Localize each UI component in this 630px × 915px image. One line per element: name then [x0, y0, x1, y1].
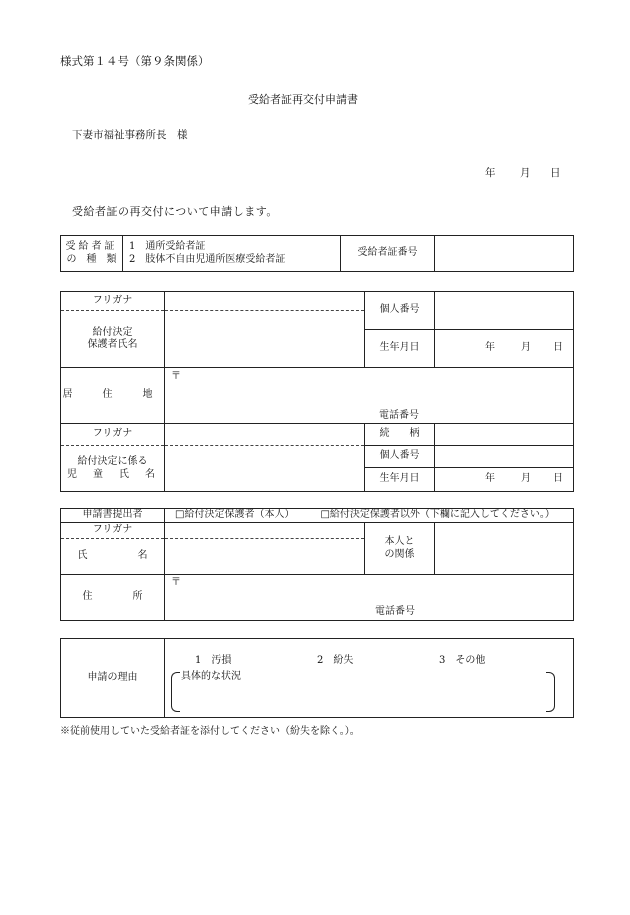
child-furigana-field[interactable] — [165, 424, 365, 446]
form-number: 様式第１４号（第９条関係） — [60, 54, 210, 68]
guardian-birth-day: 日 — [553, 342, 563, 354]
guardian-birth-year: 年 — [485, 342, 495, 354]
residence-field[interactable] — [165, 368, 574, 424]
detail-bracket-right — [546, 672, 555, 712]
reason-option-lost[interactable]: 2 紛失 — [317, 655, 354, 666]
submitter-furigana-field[interactable] — [165, 523, 365, 539]
child-birth-year: 年 — [485, 473, 495, 485]
child-birth-field[interactable] — [435, 468, 574, 492]
child-birth-label: 生年月日 — [365, 468, 435, 492]
residence-phone-label: 電話番号 — [379, 409, 419, 421]
certificate-type-table — [60, 235, 574, 272]
guardian-furigana-field[interactable] — [165, 292, 365, 311]
reason-option-other[interactable]: 3 その他 — [439, 655, 486, 666]
submitter-address-field[interactable] — [165, 575, 574, 621]
submitter-label: 申請書提出者 — [61, 509, 165, 523]
submitter-option-self[interactable]: □給付決定保護者（本人） — [175, 509, 295, 521]
child-birth-month: 月 — [521, 473, 531, 485]
detail-field[interactable] — [181, 685, 546, 709]
submitter-postal-mark: 〒 — [171, 577, 181, 588]
submitter-table — [60, 508, 574, 621]
footnote: ※従前使用していた受給者証を添付してください（紛失を除く。）。 — [60, 726, 360, 737]
relationship-label: 続 柄 — [365, 424, 435, 446]
reason-content — [165, 639, 574, 718]
child-personal-number-field[interactable] — [435, 446, 574, 468]
addressee: 下妻市福祉事務所長 様 — [72, 129, 188, 141]
submitter-name-field[interactable] — [165, 539, 365, 575]
detail-bracket-left — [171, 672, 180, 712]
child-name-label: 給付決定に係る 児 童 氏 名 — [61, 446, 165, 492]
option-tsusho: 1 通所受給者証 — [129, 241, 206, 252]
postal-mark: 〒 — [171, 371, 181, 382]
detail-label: 具体的な状況 — [181, 671, 241, 682]
certificate-number-label: 受給者証番号 — [341, 236, 435, 272]
submitter-furigana-label: フリガナ — [61, 523, 165, 539]
relationship-field[interactable] — [435, 424, 574, 446]
guardian-personal-number-field[interactable] — [435, 292, 574, 330]
date-year-label: 年 — [485, 167, 496, 179]
date-day-label: 日 — [550, 167, 561, 179]
reason-table — [60, 638, 574, 718]
date-month-label: 月 — [520, 167, 531, 179]
child-personal-number-label: 個人番号 — [365, 446, 435, 468]
intro-text: 受給者証の再交付について申請します。 — [72, 205, 278, 218]
guardian-child-table — [60, 291, 574, 492]
reason-label: 申請の理由 — [61, 639, 165, 718]
guardian-birth-month: 月 — [521, 342, 531, 354]
child-name-field[interactable] — [165, 446, 365, 492]
reason-option-soiled[interactable]: 1 汚損 — [195, 655, 232, 666]
submitter-name-label: 氏 名 — [61, 539, 165, 575]
submitter-address-label: 住 所 — [61, 575, 165, 621]
submitter-relation-field[interactable] — [435, 523, 574, 575]
child-birth-day: 日 — [553, 473, 563, 485]
submitter-option-other[interactable]: □給付決定保護者以外（下欄に記入してください。） — [320, 509, 555, 521]
certificate-type-label: 受給者証 の 種 類 — [61, 236, 123, 272]
guardian-birth-field[interactable] — [435, 330, 574, 368]
certificate-type-options — [123, 236, 341, 272]
guardian-furigana-label: フリガナ — [61, 292, 165, 311]
option-shitai: 2 肢体不自由児通所医療受給者証 — [129, 253, 286, 265]
form-title: 受給者証再交付申請書 — [248, 93, 358, 106]
guardian-name-field[interactable] — [165, 311, 365, 368]
residence-label: 居 住 地 — [61, 368, 165, 424]
guardian-birth-label: 生年月日 — [365, 330, 435, 368]
submitter-relation-label: 本人と の関係 — [365, 523, 435, 575]
guardian-personal-number-label: 個人番号 — [365, 292, 435, 330]
child-furigana-label: フリガナ — [61, 424, 165, 446]
certificate-number-field[interactable] — [435, 236, 574, 272]
submitter-options — [165, 509, 574, 523]
guardian-name-label: 給付決定 保護者氏名 — [61, 311, 165, 368]
submitter-phone-label: 電話番号 — [375, 605, 415, 617]
